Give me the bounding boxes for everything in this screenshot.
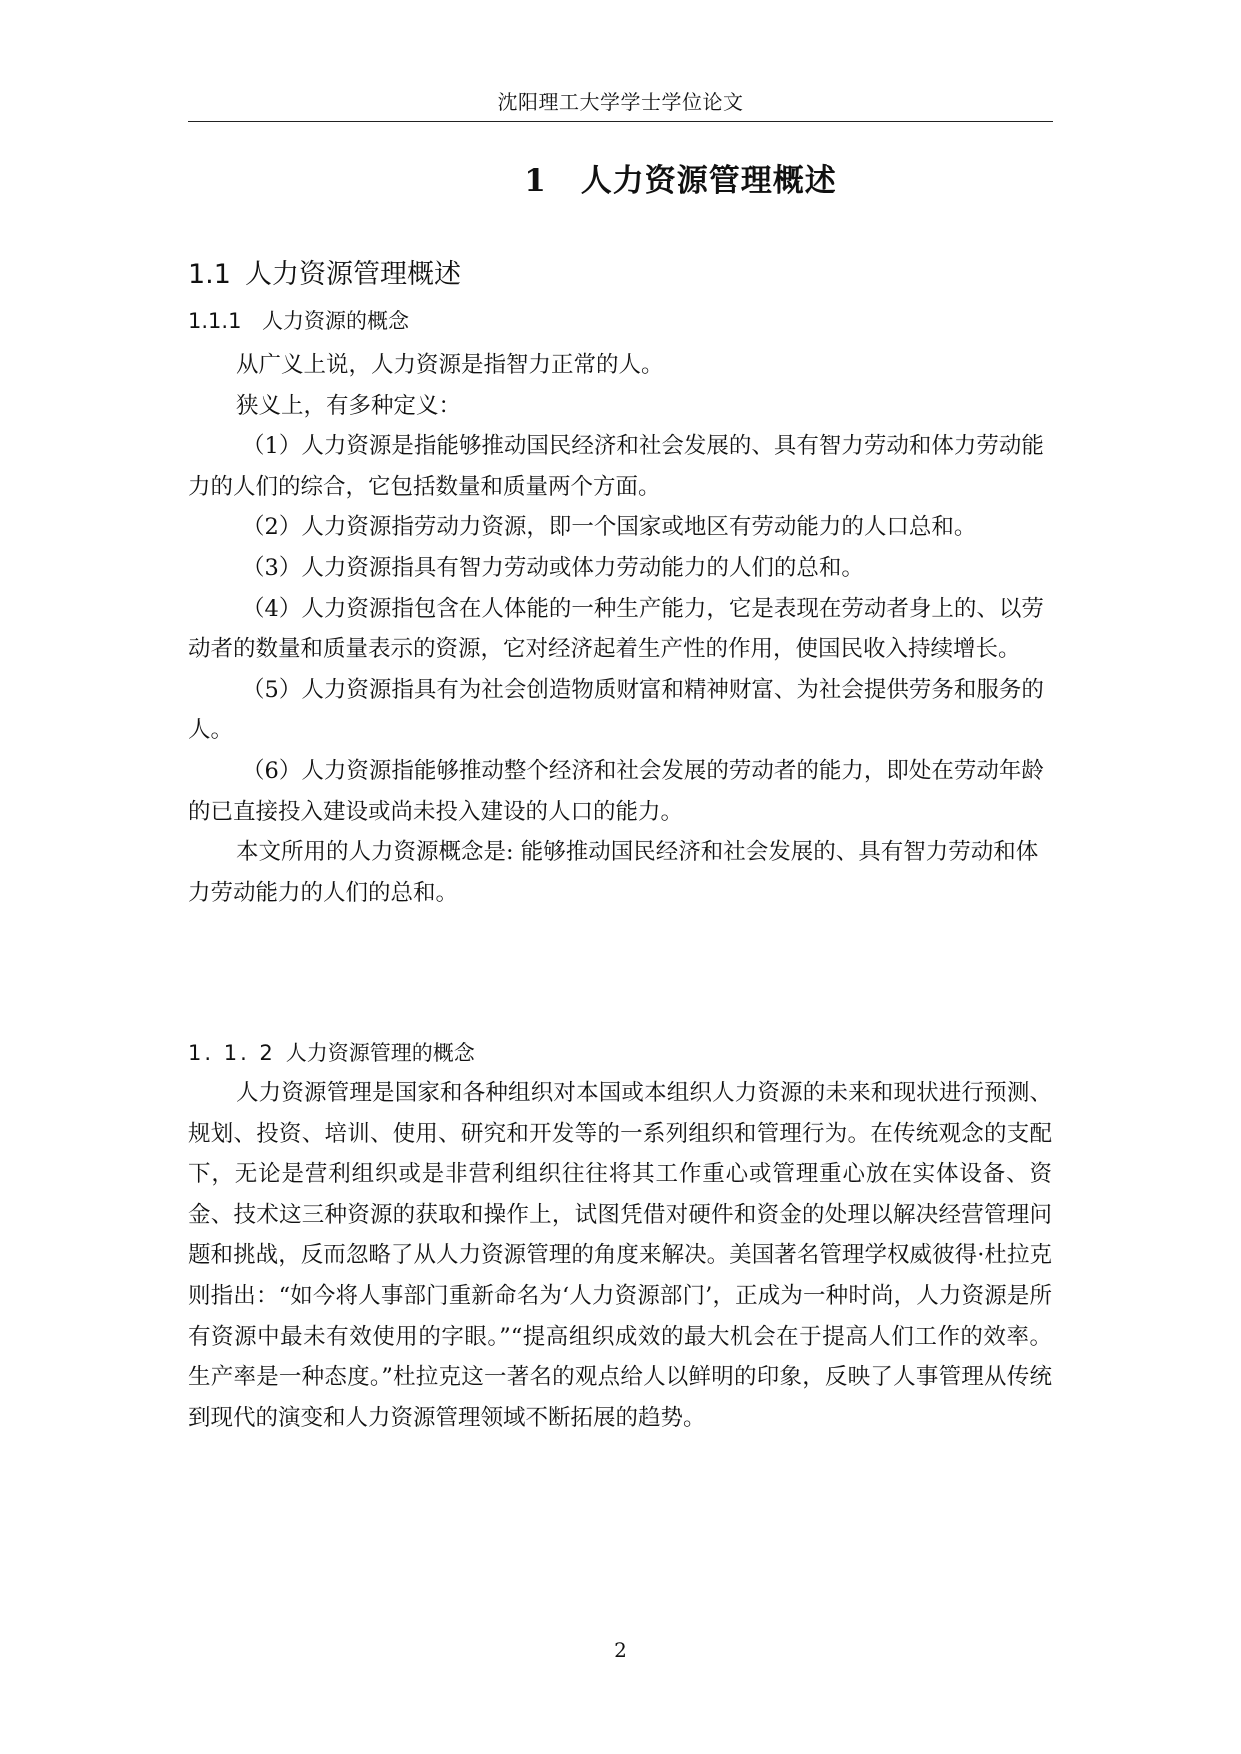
section-number: 1.1: [188, 259, 231, 290]
subsection-heading-1: [188, 305, 409, 335]
paragraph: 人力资源管理是国家和各种组织对本国或本组织人力资源的未来和现状进行预测、规划、投资、培训、使用、研究和开发等的一系列组织和管理行为。在传统观念的支配下，无论是营利组织或是非营利组织往往将其工作重心或管理重心放在实体设备、资金、技术这三种资源的获取和操作上，试图凭借对硬件和资金的处理以解决经营管理问题和挑战，反而忽略了从人力资源管理的角度来解决。美国著名管理学权威彼得·杜拉克则指出：“如今将人事部门重新命名为‘人力资源部门’，正成为一种时尚，人力资源是所有资源中最未有效使用的字眼。”“提高组织成效的最大机会在于提高人们工作的效率。生产率是一种态度。”杜拉克这一著名的观点给人以鲜明的印象，反映了人事管理从传统到现代的演变和人力资源管理领域不断拓展的趋势。: [188, 1080, 1052, 1431]
paragraph: 本文所用的人力资源概念是: 能够推动国民经济和社会发展的、具有智力劳动和体力劳动能力的人们的总和。: [188, 839, 1039, 906]
page-number: 2: [614, 1638, 627, 1662]
definition-item: （1）人力资源是指能够推动国民经济和社会发展的、具有智力劳动和体力劳动能力的人们的综合，它包括数量和质量两个方面。: [188, 433, 1044, 500]
subsection-number-1: 1.1.1: [188, 309, 242, 333]
paragraph: 狭义上，有多种定义：: [236, 392, 462, 419]
subsection-2-body: [188, 1073, 1052, 1438]
definition-item: （4）人力资源指包含在人体能的一种生产能力，它是表现在劳动者身上的、以劳动者的数量和质量表示的资源，它对经济起着生产性的作用，使国民收入持续增长。: [188, 595, 1044, 663]
subsection-title-2: 人力资源管理的概念: [285, 1041, 475, 1065]
definition-item: （6）人力资源指能够推动整个经济和社会发展的劳动者的能力，即处在劳动年龄的已直接投入建设或尚未投入建设的人口的能力。: [188, 757, 1044, 825]
subsection-heading-2: [188, 1037, 475, 1067]
running-header: 沈阳理工大学学士学位论文: [497, 90, 744, 114]
section-heading: [188, 252, 461, 291]
header-rule: [188, 121, 1053, 122]
paragraph: 从广义上说，人力资源是指智力正常的人。: [236, 352, 664, 378]
chapter-title: [0, 155, 1241, 200]
subsection-title-1: 人力资源的概念: [262, 309, 409, 333]
section-title: 人力资源管理概述: [244, 259, 461, 290]
subsection-1-body: [188, 345, 1052, 913]
chapter-number: 1: [524, 163, 547, 199]
definition-item: （3）人力资源指具有智力劳动或体力劳动能力的人们的总和。: [242, 554, 864, 581]
subsection-number-2: 1. 1. 2: [188, 1041, 276, 1065]
chapter-title-text: 人力资源管理概述: [580, 163, 837, 199]
definition-item: （5）人力资源指具有为社会创造物质财富和精神财富、为社会提供劳务和服务的人。: [188, 676, 1044, 744]
definition-item: （2）人力资源指劳动力资源，即一个国家或地区有劳动能力的人口总和。: [242, 514, 977, 541]
